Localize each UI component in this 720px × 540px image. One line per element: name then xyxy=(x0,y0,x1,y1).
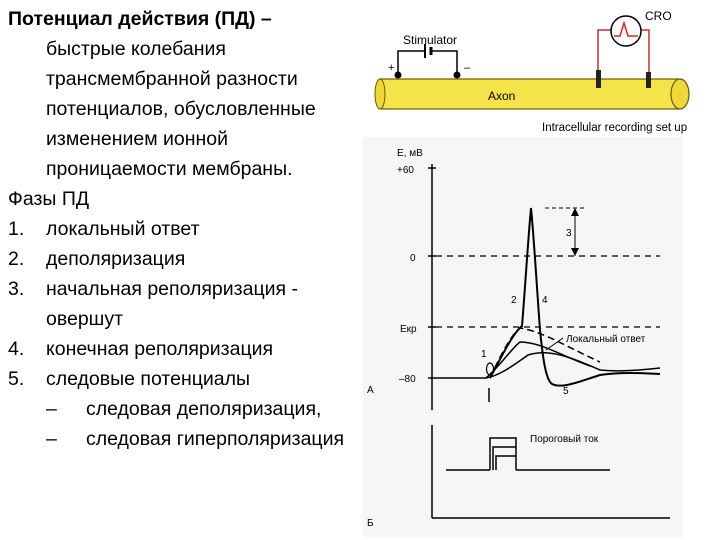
recording-setup xyxy=(375,9,689,134)
definition-line: потенциалов, обусловленные xyxy=(46,98,316,120)
definition-line: быстрые колебания xyxy=(46,38,226,60)
stimulator-wire-left xyxy=(398,51,425,73)
phase-number: 4. xyxy=(8,338,25,360)
y-axis-label: E, мВ xyxy=(397,148,423,159)
definition-line: проницаемости мембраны. xyxy=(46,158,293,180)
phase-marker-1: 1 xyxy=(481,349,487,360)
stimulating-electrode-positive xyxy=(395,72,402,79)
tick-label-zero: 0 xyxy=(410,253,416,264)
stimulating-electrode-negative xyxy=(454,72,461,79)
phase-number: 1. xyxy=(8,218,25,240)
phase-marker-2: 2 xyxy=(511,295,517,306)
dash-bullet: – xyxy=(46,428,57,450)
panel-label-a: А xyxy=(367,385,374,396)
phase-marker-4: 4 xyxy=(542,295,548,306)
phase-marker-3: 3 xyxy=(566,228,572,239)
recording-electrode-reference xyxy=(646,72,651,88)
axon-start-cap xyxy=(375,79,385,109)
plus-sign: + xyxy=(388,62,395,74)
definition-line: изменением ионной xyxy=(46,128,229,150)
stimulator-wire-right xyxy=(431,51,457,73)
phase-number: 5. xyxy=(8,368,25,390)
action-potential-graph xyxy=(363,137,683,537)
phase-label: следовые потенциалы xyxy=(46,368,251,390)
axon-label: Axon xyxy=(488,89,516,103)
slide-title: Потенциал действия (ПД) – xyxy=(8,8,272,30)
subitem-label: следовая гиперполяризация xyxy=(86,428,345,450)
phases-heading: Фазы ПД xyxy=(8,188,90,210)
axon-end-cap xyxy=(671,79,689,109)
local-response-label: Локальный ответ xyxy=(566,334,646,345)
tick-label-bottom: –80 xyxy=(399,374,416,385)
recording-electrode-intracellular xyxy=(596,70,601,88)
dash-bullet: – xyxy=(46,398,57,420)
phase-label: овершут xyxy=(46,308,124,330)
phase-number: 2. xyxy=(8,248,25,270)
panel-label-b: Б xyxy=(367,518,374,529)
axon-body xyxy=(380,79,680,109)
definition-line: трансмембранной разности xyxy=(46,68,298,90)
tick-label-threshold: Екр xyxy=(400,324,417,335)
setup-caption: Intracellular recording set up xyxy=(542,122,688,134)
subitem-label: следовая деполяризация, xyxy=(86,398,322,420)
phase-marker-5: 5 xyxy=(563,386,569,397)
phase-label: локальный ответ xyxy=(46,218,200,240)
phase-label: конечная реполяризация xyxy=(46,338,274,360)
phase-label: начальная реполяризация - xyxy=(46,278,298,300)
minus-sign: – xyxy=(464,62,471,74)
tick-label-top: +60 xyxy=(397,165,414,176)
stimulator-label: Stimulator xyxy=(403,33,458,47)
phase-label: деполяризация xyxy=(46,248,186,270)
threshold-current-label: Пороговый ток xyxy=(530,434,599,445)
phase-number: 3. xyxy=(8,278,25,300)
cro-label: CRO xyxy=(645,9,672,23)
